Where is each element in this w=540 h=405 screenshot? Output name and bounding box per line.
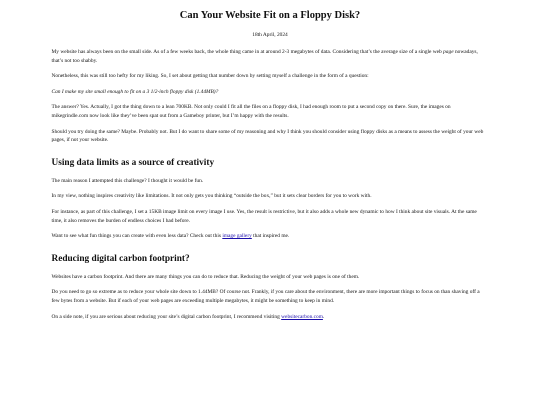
carbon-paragraph-2: Do you need to go so extreme as to reduce your whole site down to 1.44MB? Of course not. Frankly, if you care about the environment, there are more important things to focus on than shaving off a few bytes from a website. But if each of your web pages are exceeding multiple megabytes, it might be something to keep in mind.: [51, 289, 480, 304]
intro-p1-emphasis: page: [443, 49, 454, 55]
intro-paragraph-3: The answer? Yes. Actually, I got the thing down to a lean 700KB. Not only could I fit all the files on a floppy disk, I had enough room to put a second copy on there. Sure, the images on mikegrindle.com now look like they’ve been spat out from a Gameboy printer, but I’m happy with the results.: [51, 104, 451, 119]
article-date: 18th April, 2024: [252, 32, 288, 38]
image-gallery-link[interactable]: image gallery: [222, 233, 252, 240]
intro-p1-text-a: My website has always been on the small side. As of a few weeks back, the whole thing came in at around 2-3 megabytes of data. Considering that’s the average size of a single web: [51, 49, 444, 55]
carbon-p3-text-a: On a side note, if you are serious about reducing your site’s digital carbon footprint, I recommend visiting: [51, 313, 282, 320]
creativity-paragraph-3: For instance, as part of this challenge, I set a 15KB image limit on every image I use. Yes, the result is restrictive, but it also adds a whole new dynamic to how I think about site visuals. At the same time, it also removes the burden of endless choices I had before.: [51, 208, 477, 224]
carbon-paragraph-1: Websites have a carbon footprint. And there are many things you can do to reduce that. Reducing the weight of your web pages is one of them.: [51, 273, 360, 280]
challenge-question: Can I make my site small enough to fit on a 3 1/2-inch floppy disk (1.44MB)?: [51, 88, 219, 95]
creativity-paragraph-2: In my view, nothing inspires creativity like limitations. It not only gets you thinking “outside the box,” but it sets clear borders for you to work with.: [51, 193, 372, 200]
article-title: Can Your Website Fit on a Floppy Disk?: [179, 10, 361, 21]
creativity-paragraph-4: [52, 232, 489, 241]
carbon-paragraph-3: [52, 313, 489, 322]
article-page: [52, 0, 489, 321]
intro-paragraph-1: [52, 48, 489, 65]
websitecarbon-link[interactable]: websitecarbon.com: [281, 313, 323, 320]
carbon-p3-text-b: .: [322, 313, 325, 320]
section-heading-carbon: Reducing digital carbon footprint?: [51, 253, 190, 264]
creativity-p4-text-a: Want to see what fun things you can create with even less data? Check out this: [51, 233, 223, 240]
section-heading-creativity: Using data limits as a source of creativity: [51, 157, 215, 168]
creativity-paragraph-1: The main reason I attempted this challenge? I thought it would be fun.: [51, 177, 204, 184]
intro-paragraph-2: Nonetheless, this was still too hefty for my liking. So, I set about getting that number down by setting myself a challenge in the form of a question:: [51, 73, 369, 80]
creativity-p4-text-b: that inspired me.: [251, 233, 290, 240]
intro-paragraph-4: Should you try doing the same? Maybe. Probably not. But I do want to share some of my reasoning and why I think you should consider using floppy disks as a means to assess the weight of your web pages, if not your website.: [51, 128, 484, 144]
intro-p1-text-b: nowadays, that’s not too shabby.: [51, 49, 478, 64]
